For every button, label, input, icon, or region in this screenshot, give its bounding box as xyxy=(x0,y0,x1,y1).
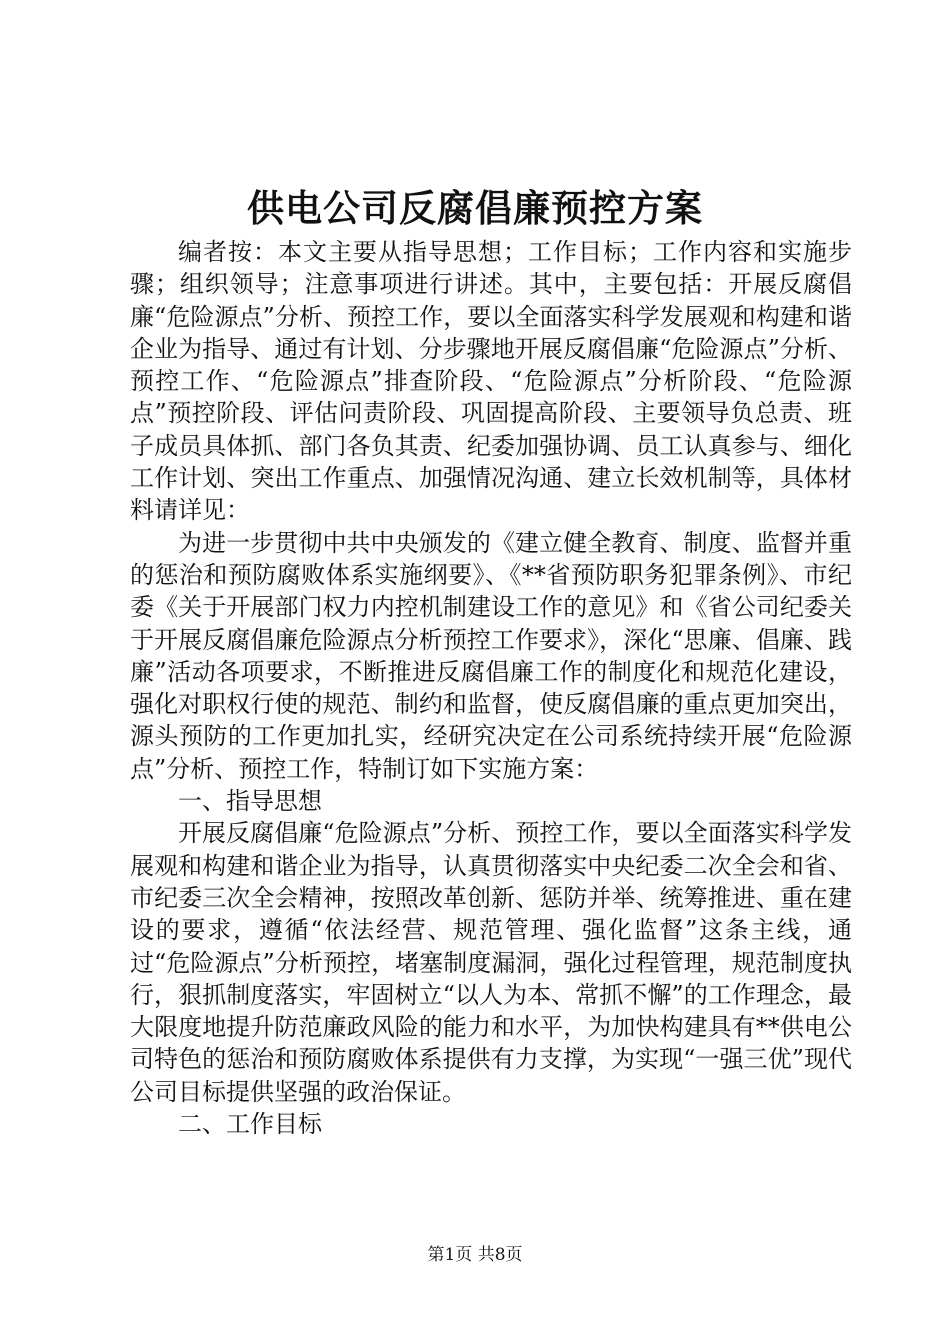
section-heading-guiding-ideology: 一、指导思想 xyxy=(178,787,322,816)
guiding-ideology-paragraph: 开展反腐倡廉“危险源点”分析、预控工作，要以全面落实科学发展观和构建和谐企业为指导，认真贯彻落实中央纪委二次全会和省、市纪委三次全会精神，按照改革创新、惩防并举、统筹推进、重在建设的要求，遵循“依法经营、规范管理、强化监督”这条主线，通过“危险源点”分析预控，堵塞制度漏洞，强化过程管理，规范制度执行，狠抓制度落实，牢固树立“以人为本、常抓不懈”的工作理念，最大限度地提升防范廉政风险的能力和水平，为加快构建具有**供电公司特色的惩治和预防腐败体系提供有力支撑，为实现“一强三优”现代公司目标提供坚强的政治保证。 xyxy=(130,819,852,1106)
editor-note-paragraph: 编者按：本文主要从指导思想；工作目标；工作内容和实施步骤；组织领导；注意事项进行讲述。其中，主要包括：开展反腐倡廉“危险源点”分析、预控工作，要以全面落实科学发展观和构建和谐企业为指导、通过有计划、分步骤地开展反腐倡廉“危险源点”分析、预控工作、“危险源点”排查阶段、“危险源点”分析阶段、“危险源点”预控阶段、评估问责阶段、巩固提高阶段、主要领导负总责、班子成员具体抓、部门各负其责、纪委加强协调、员工认真参与、细化工作计划、突出工作重点、加强情况沟通、建立长效机制等，具体材料请详见： xyxy=(130,238,852,525)
document-title: 供电公司反腐倡廉预控方案 xyxy=(247,186,703,230)
section-heading-work-goals: 二、工作目标 xyxy=(178,1110,322,1139)
document-body xyxy=(130,236,852,1140)
page-number-footer: 第1页 共8页 xyxy=(427,1245,523,1265)
intro-paragraph: 为进一步贯彻中共中央颁发的《建立健全教育、制度、监督并重的惩治和预防腐败体系实施纲要》、《**省预防职务犯罪条例》、市纪委《关于开展部门权力内控机制建设工作的意见》和《省公司纪委关于开展反腐倡廉危险源点分析预控工作要求》，深化“思廉、倡廉、践廉”活动各项要求，不断推进反腐倡廉工作的制度化和规范化建设，强化对职权行使的规范、制约和监督，使反腐倡廉的重点更加突出，源头预防的工作更加扎实，经研究决定在公司系统持续开展“危险源点”分析、预控工作，特制订如下实施方案： xyxy=(130,528,852,783)
